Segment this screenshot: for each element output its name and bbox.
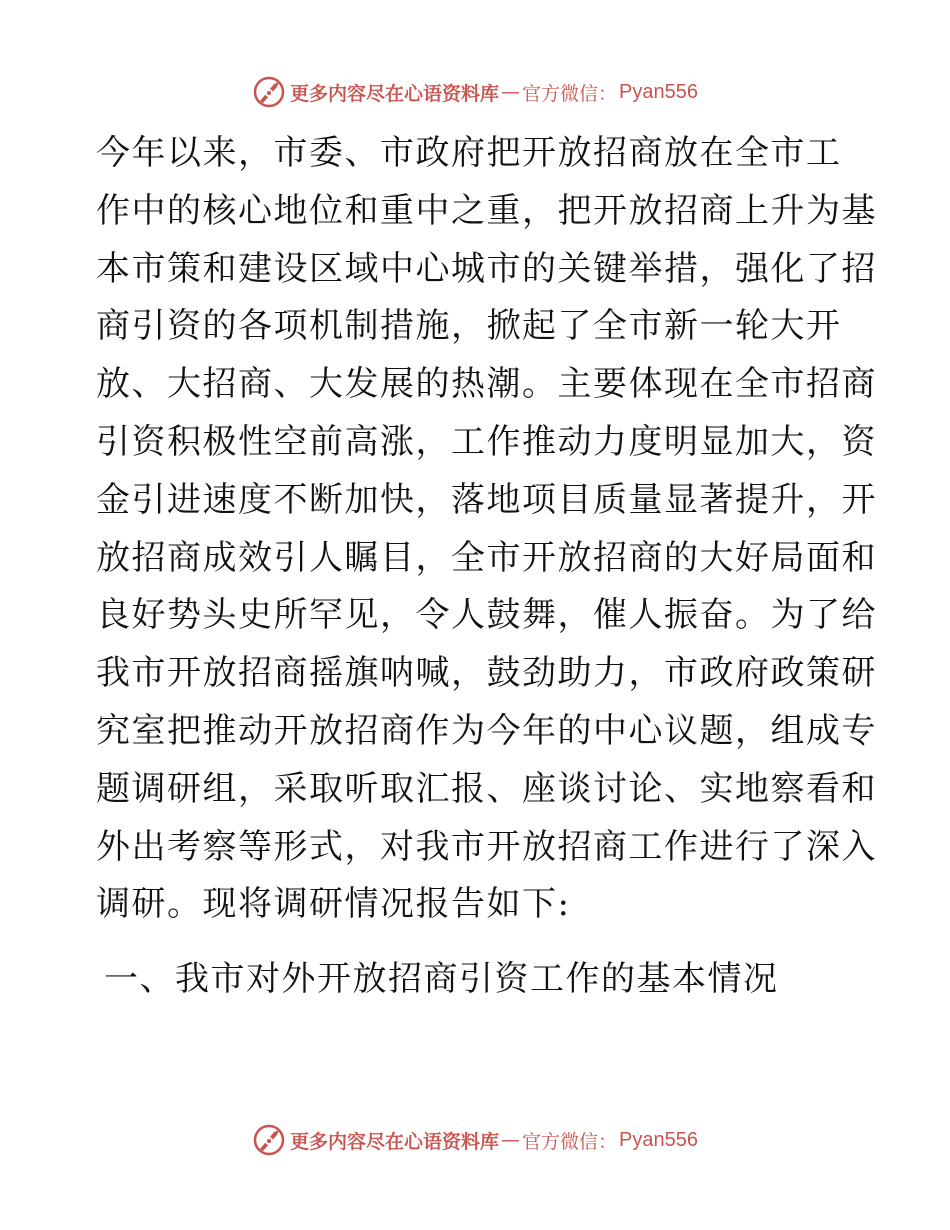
paragraph-line: 金引进速度不断加快，落地项目质量显著提升，开 xyxy=(96,479,877,520)
paragraph-line: 调研。现将调研情况报告如下: xyxy=(96,884,571,925)
paragraph-line: 良好势头史所罕见，令人鼓舞，催人振奋。为了给 xyxy=(96,595,877,636)
paragraph-line: 外出考察等形式，对我市开放招商工作进行了深入 xyxy=(96,826,877,867)
paragraph-line: 作中的核心地位和重中之重，把开放招商上升为基 xyxy=(96,190,877,231)
section-heading: 一、我市对外开放招商引资工作的基本情况 xyxy=(104,959,779,999)
paragraph-line: 引资积极性空前高涨，工作推动力度明显加大，资 xyxy=(96,421,877,462)
watermark-wechat-label: 官方微信： xyxy=(522,82,618,105)
quill-pen-icon xyxy=(252,1123,286,1157)
watermark-wechat-id: Pyan556 xyxy=(619,1128,698,1151)
paragraph-line: 题调研组，采取听取汇报、座谈讨论、实地察看和 xyxy=(96,768,877,809)
paragraph-line: 商引资的各项机制措施，掀起了全市新一轮大开 xyxy=(96,306,842,347)
watermark-text: 更多内容尽在心语资料库 xyxy=(290,82,500,105)
watermark-separator: — xyxy=(501,1129,521,1151)
paragraph-line: 究室把推动开放招商作为今年的中心议题，组成专 xyxy=(96,710,877,751)
paragraph-line: 我市开放招商摇旗呐喊，鼓劲助力，市政府政策研 xyxy=(96,653,877,694)
watermark-wechat-label: 官方微信： xyxy=(522,1130,618,1153)
watermark-wechat-id: Pyan556 xyxy=(619,80,698,103)
watermark-text: 更多内容尽在心语资料库 xyxy=(290,1130,500,1153)
watermark-banner-bottom xyxy=(0,1120,950,1160)
body-paragraph xyxy=(96,125,877,934)
quill-pen-icon xyxy=(252,75,286,109)
paragraph-line: 放、大招商、大发展的热潮。主要体现在全市招商 xyxy=(96,364,877,405)
paragraph-line: 放招商成效引人瞩目，全市开放招商的大好局面和 xyxy=(96,537,877,578)
paragraph-line: 今年以来，市委、市政府把开放招商放在全市工 xyxy=(96,133,842,173)
watermark-separator: — xyxy=(501,81,521,103)
paragraph-line: 本市策和建设区域中心城市的关键举措，强化了招 xyxy=(96,248,877,289)
watermark-banner-top xyxy=(0,72,950,112)
